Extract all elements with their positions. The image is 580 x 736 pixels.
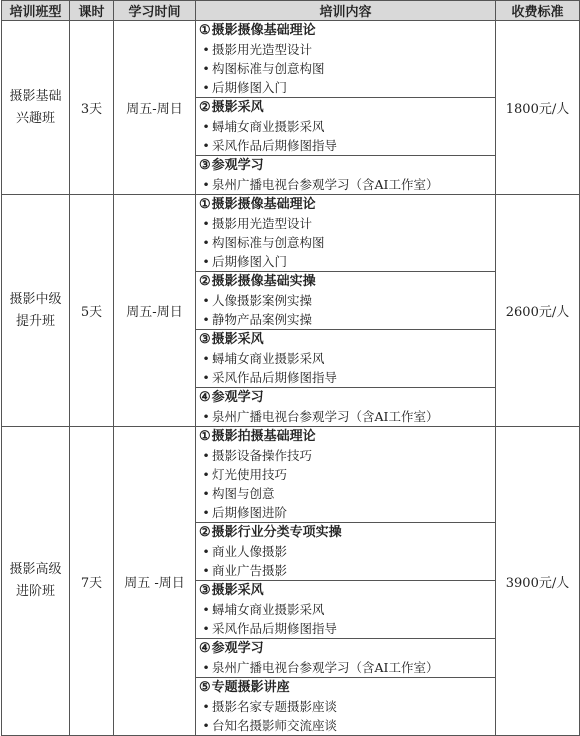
bullet-icon: • — [202, 42, 210, 57]
module-number: ⑤ — [199, 680, 211, 695]
bullet-icon: • — [202, 235, 210, 250]
module-title — [196, 195, 495, 214]
module-item — [196, 484, 495, 503]
bullet-icon: • — [202, 621, 210, 636]
header-schedule: 学习时间 — [114, 1, 196, 21]
module-item-text: 摄影用光造型设计 — [212, 42, 313, 57]
module-title — [196, 581, 495, 600]
module-block — [196, 97, 495, 155]
content-cell — [196, 21, 496, 195]
class-name-cell — [2, 21, 70, 195]
module-item — [196, 117, 495, 136]
module-item-text: 后期修图入门 — [212, 80, 288, 95]
module-item-text: 后期修图进阶 — [212, 505, 288, 520]
module-number: ③ — [199, 158, 211, 173]
header-row — [2, 1, 580, 21]
module-block — [196, 580, 495, 638]
module-block — [196, 427, 495, 522]
module-item — [196, 233, 495, 252]
bullet-icon: • — [202, 448, 210, 463]
module-item — [196, 368, 495, 387]
module-number: ③ — [199, 332, 211, 347]
module-number: ② — [199, 525, 211, 540]
module-block — [196, 638, 495, 677]
module-block — [196, 387, 495, 426]
module-block — [196, 195, 495, 271]
module-item-text: 采风作品后期修图指导 — [212, 370, 338, 385]
module-title-text: 摄影摄像基础理论 — [211, 23, 316, 38]
bullet-icon: • — [202, 80, 210, 95]
module-item-text: 摄影设备操作技巧 — [212, 448, 313, 463]
class-name-line: 兴趣班 — [15, 110, 55, 126]
bullet-icon: • — [202, 293, 210, 308]
module-item-text: 构图与创意 — [212, 486, 275, 501]
module-number: ④ — [199, 641, 211, 656]
module-title-text: 摄影摄像基础理论 — [211, 197, 316, 212]
hours-cell: 5天 — [70, 195, 114, 427]
course-row — [2, 21, 580, 195]
module-title — [196, 272, 495, 291]
header-hours: 课时 — [70, 1, 114, 21]
module-title — [196, 388, 495, 407]
bullet-icon: • — [202, 699, 210, 714]
bullet-icon: • — [202, 61, 210, 76]
module-number: ① — [199, 197, 211, 212]
bullet-icon: • — [202, 544, 210, 559]
schedule-cell: 周五 -周日 — [114, 427, 196, 736]
bullet-icon: • — [202, 505, 210, 520]
fee-cell: 2600元/人 — [496, 195, 580, 427]
module-title-text: 摄影采风 — [211, 583, 264, 598]
module-item-text: 构图标准与创意构图 — [212, 61, 325, 76]
module-item-text: 商业人像摄影 — [212, 544, 288, 559]
module-item — [196, 561, 495, 580]
module-item — [196, 78, 495, 97]
bullet-icon: • — [202, 602, 210, 617]
course-row — [2, 427, 580, 736]
table-header — [2, 1, 580, 21]
module-number: ① — [199, 23, 211, 38]
module-item-text: 后期修图入门 — [212, 254, 288, 269]
module-item — [196, 407, 495, 426]
module-item-text: 采风作品后期修图指导 — [212, 621, 338, 636]
module-item — [196, 716, 495, 735]
bullet-icon: • — [202, 254, 210, 269]
module-item-text: 台知名摄影师交流座谈 — [212, 718, 338, 733]
module-title-text: 参观学习 — [211, 158, 264, 173]
module-title-text: 摄影行业分类专项实操 — [211, 525, 342, 540]
module-number: ② — [199, 100, 211, 115]
module-item — [196, 175, 495, 194]
module-item-text: 蟳埔女商业摄影采风 — [212, 351, 325, 366]
bullet-icon: • — [202, 119, 210, 134]
module-title-text: 摄影摄像基础实操 — [211, 274, 316, 289]
bullet-icon: • — [202, 138, 210, 153]
header-fee: 收费标准 — [496, 1, 580, 21]
module-number: ① — [199, 429, 211, 444]
module-item-text: 采风作品后期修图指导 — [212, 138, 338, 153]
module-block — [196, 155, 495, 194]
bullet-icon: • — [202, 718, 210, 733]
module-title — [196, 523, 495, 542]
bullet-icon: • — [202, 312, 210, 327]
bullet-icon: • — [202, 370, 210, 385]
module-title-text: 参观学习 — [211, 390, 264, 405]
fee-cell: 3900元/人 — [496, 427, 580, 736]
module-item — [196, 252, 495, 271]
module-title — [196, 156, 495, 175]
bullet-icon: • — [202, 486, 210, 501]
module-title-text: 专题摄影讲座 — [211, 680, 290, 695]
module-title — [196, 427, 495, 446]
module-item-text: 静物产品案例实操 — [212, 312, 313, 327]
module-title-text: 摄影拍摄基础理论 — [211, 429, 316, 444]
module-item — [196, 658, 495, 677]
header-class-type: 培训班型 — [2, 1, 70, 21]
module-title-text: 参观学习 — [211, 641, 264, 656]
module-block — [196, 21, 495, 97]
module-title-text: 摄影采风 — [211, 100, 264, 115]
module-item — [196, 465, 495, 484]
bullet-icon: • — [202, 351, 210, 366]
module-item-text: 人像摄影案例实操 — [212, 293, 313, 308]
module-item-text: 泉州广播电视台参观学习（含AI工作室） — [212, 660, 439, 675]
content-cell — [196, 195, 496, 427]
bullet-icon: • — [202, 409, 210, 424]
course-table — [1, 0, 580, 736]
module-item-text: 构图标准与创意构图 — [212, 235, 325, 250]
module-item-text: 蟳埔女商业摄影采风 — [212, 119, 325, 134]
module-item-text: 蟳埔女商业摄影采风 — [212, 602, 325, 617]
module-title — [196, 330, 495, 349]
module-title — [196, 98, 495, 117]
class-name-cell — [2, 195, 70, 427]
module-item — [196, 542, 495, 561]
class-name-line: 摄影基础 — [9, 88, 62, 104]
module-title — [196, 21, 495, 40]
module-item-text: 商业广告摄影 — [212, 563, 288, 578]
module-item — [196, 214, 495, 233]
module-item — [196, 310, 495, 329]
module-item — [196, 619, 495, 638]
hours-cell: 7天 — [70, 427, 114, 736]
module-item — [196, 136, 495, 155]
module-item — [196, 291, 495, 310]
module-block — [196, 329, 495, 387]
module-item — [196, 503, 495, 522]
class-name-cell — [2, 427, 70, 736]
module-block — [196, 677, 495, 735]
bullet-icon: • — [202, 660, 210, 675]
header-content: 培训内容 — [196, 1, 496, 21]
module-number: ② — [199, 274, 211, 289]
module-item — [196, 600, 495, 619]
module-title-text: 摄影采风 — [211, 332, 264, 347]
schedule-cell: 周五-周日 — [114, 21, 196, 195]
module-item — [196, 349, 495, 368]
module-item — [196, 40, 495, 59]
table-body — [2, 21, 580, 736]
bullet-icon: • — [202, 563, 210, 578]
module-title — [196, 639, 495, 658]
content-cell — [196, 427, 496, 736]
module-item — [196, 59, 495, 78]
bullet-icon: • — [202, 216, 210, 231]
bullet-icon: • — [202, 467, 210, 482]
hours-cell: 3天 — [70, 21, 114, 195]
module-item-text: 灯光使用技巧 — [212, 467, 288, 482]
class-name-line: 进阶班 — [15, 584, 55, 599]
module-number: ③ — [199, 583, 211, 598]
module-item-text: 摄影名家专题摄影座谈 — [212, 699, 338, 714]
schedule-cell: 周五-周日 — [114, 195, 196, 427]
class-name-line: 摄影中级 — [9, 291, 62, 307]
course-row — [2, 195, 580, 427]
module-item — [196, 446, 495, 465]
module-block — [196, 522, 495, 580]
module-number: ④ — [199, 390, 211, 405]
module-block — [196, 271, 495, 329]
class-name-line: 摄影高级 — [9, 562, 62, 577]
class-name-line: 提升班 — [15, 313, 55, 329]
bullet-icon: • — [202, 177, 210, 192]
module-item-text: 泉州广播电视台参观学习（含AI工作室） — [212, 177, 439, 192]
module-item-text: 泉州广播电视台参观学习（含AI工作室） — [212, 409, 439, 424]
module-title — [196, 678, 495, 697]
module-item-text: 摄影用光造型设计 — [212, 216, 313, 231]
fee-cell: 1800元/人 — [496, 21, 580, 195]
